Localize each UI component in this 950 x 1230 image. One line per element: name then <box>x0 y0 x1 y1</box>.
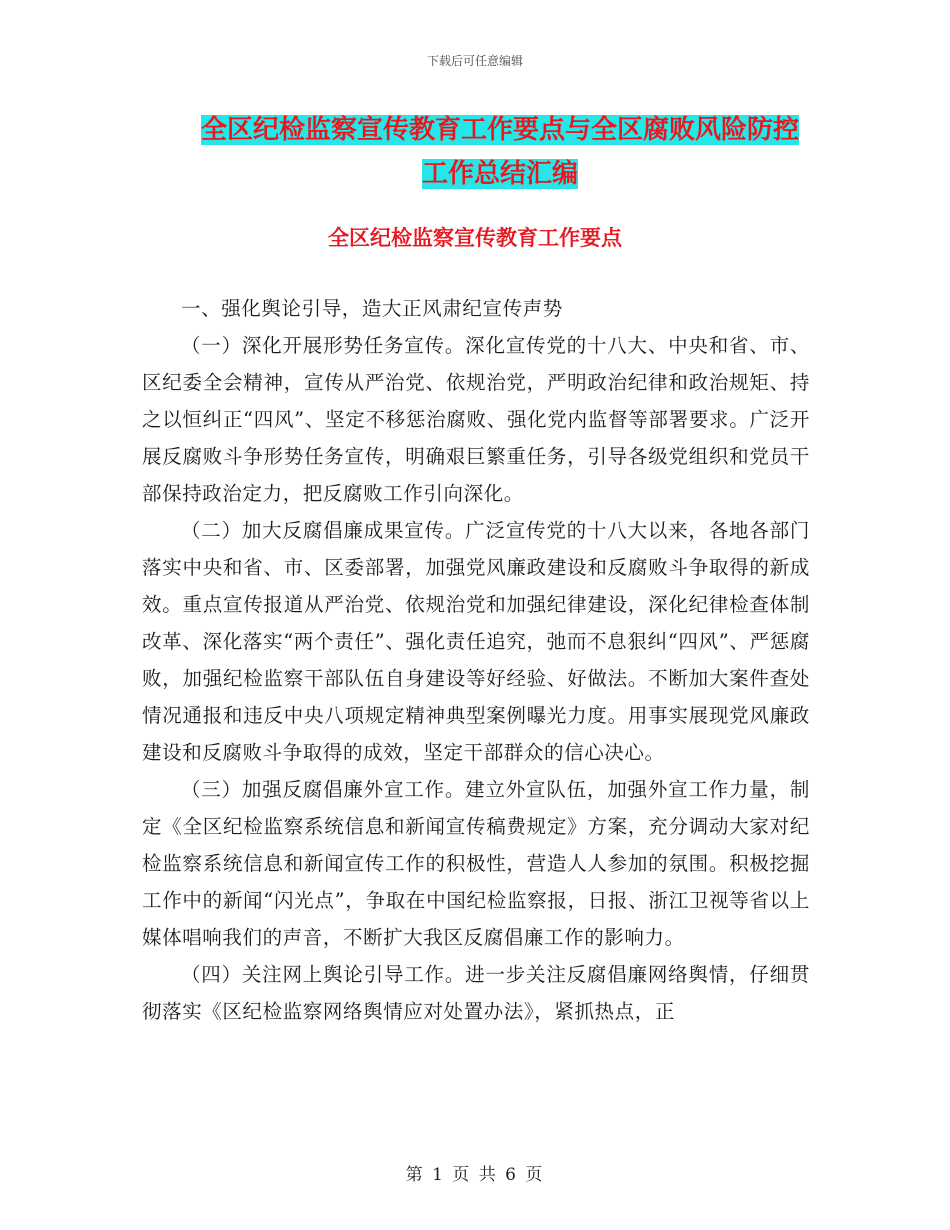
paragraph: （二）加大反腐倡廉成果宣传。广泛宣传党的十八大以来，各地各部门落实中央和省、市、区委部署，加强党风廉政建设和反腐败斗争取得的新成效。重点宣传报道从严治党、依规治党和加强纪律建设，深化纪律检查体制改革、深化落实“两个责任”、强化责任追究，弛而不息狠纠“四风”、严惩腐败，加强纪检监察干部队伍自身建设等好经验、好做法。不断加大案件查处情况通报和违反中央八项规定精神典型案例曝光力度。用事实展现党风廉政建设和反腐败斗争取得的成效，坚定干部群众的信心决心。 <box>142 519 810 764</box>
paragraph: （一）深化开展形势任务宣传。深化宣传党的十八大、中央和省、市、区纪委全会精神，宣传从严治党、依规治党，严明政治纪律和政治规矩、持之以恒纠正“四风”、坚定不移惩治腐败、强化党内监督等部署要求。广泛开展反腐败斗争形势任务宣传，明确艰巨繁重任务，引导各级党组织和党员干部保持政治定力，把反腐败工作引向深化。 <box>142 334 810 505</box>
paragraph: （三）加强反腐倡廉外宣工作。建立外宣队伍，加强外宣工作力量，制定《全区纪检监察系统信息和新闻宣传稿费规定》方案，充分调动大家对纪检监察系统信息和新闻宣传工作的积极性，营造人人参加的氛围。积极挖掘工作中的新闻“闪光点”，争取在中国纪检监察报，日报、浙江卫视等省以上媒体唱响我们的声音，不断扩大我区反腐倡廉工作的影响力。 <box>142 778 810 949</box>
header-note: 下载后可任意编辑 <box>426 54 523 68</box>
paragraph-heading-1: 一、强化舆论引导，造大正风肃纪宣传声势 <box>181 297 563 320</box>
document-title <box>150 108 850 196</box>
paragraph: （四）关注网上舆论引导工作。进一步关注反腐倡廉网络舆情，仔细贯彻落实《区纪检监察网络舆情应对处置办法》，紧抓热点，正 <box>142 963 810 1023</box>
document-title-line-1: 全区纪检监察宣传教育工作要点与全区腐败风险防控 <box>200 115 799 145</box>
section-title: 全区纪检监察宣传教育工作要点 <box>328 225 622 250</box>
page-number: 第 1 页 共 6 页 <box>405 1165 545 1185</box>
document-title-line-2: 工作总结汇编 <box>421 159 578 189</box>
document-body <box>142 290 810 1030</box>
